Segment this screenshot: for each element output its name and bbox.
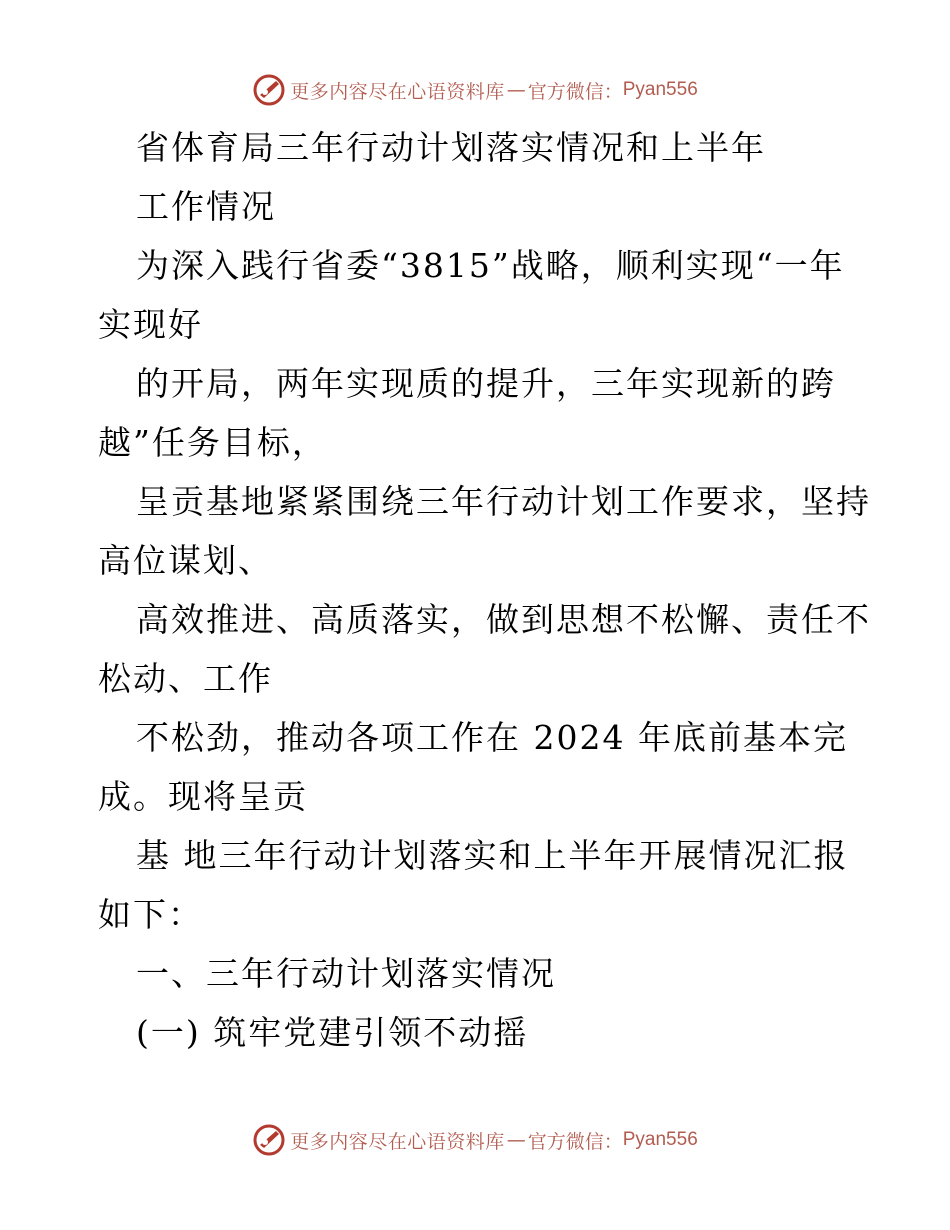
paragraph-line: 高效推进、高质落实，做到思想不松懈、责任不 [136,600,871,639]
header-watermark [0,72,950,108]
doc-title-line-2: 工作情况 [136,187,276,226]
paragraph-line: 为深入践行省委“3815”战略，顺利实现“一年 [136,246,845,285]
subsection-heading: (一) 筑牢党建引领不动摇 [136,1013,529,1052]
section-heading: 一、三年行动计划落实情况 [136,954,556,993]
paragraph-line: 基 地三年行动计划落实和上半年开展情况汇报 [136,836,849,875]
paragraph-line: 成。现将呈贡 [98,777,308,816]
doc-title-line-1: 省体育局三年行动计划落实情况和上半年 [136,128,766,167]
brand-logo-icon [252,1123,286,1157]
document-body [98,118,871,1062]
watermark-text: 更多内容尽在心语资料库 [290,1130,505,1153]
watermark-wechat-label: 官方微信： [527,80,623,103]
watermark-wechat-label: 官方微信： [527,1130,623,1153]
paragraph-line: 越”任务目标， [98,423,327,462]
watermark-wechat-id: Pyan556 [622,79,698,100]
paragraph-line: 如下： [98,895,203,934]
watermark-dash: — [506,1129,526,1151]
paragraph-line: 呈贡基地紧紧围绕三年行动计划工作要求，坚持 [136,482,871,521]
paragraph-line: 不松劲，推动各项工作在 2024 年底前基本完 [136,718,848,757]
brand-logo-icon [252,73,286,107]
paragraph-line: 实现好 [98,305,203,344]
watermark-wechat-id: Pyan556 [622,1129,698,1150]
watermark-dash: — [506,79,526,101]
watermark-text: 更多内容尽在心语资料库 [290,80,505,103]
paragraph-line: 高位谋划、 [98,541,273,580]
paragraph-line: 松动、工作 [98,659,273,698]
footer-watermark [0,1122,950,1158]
paragraph-line: 的开局，两年实现质的提升，三年实现新的跨 [136,364,836,403]
